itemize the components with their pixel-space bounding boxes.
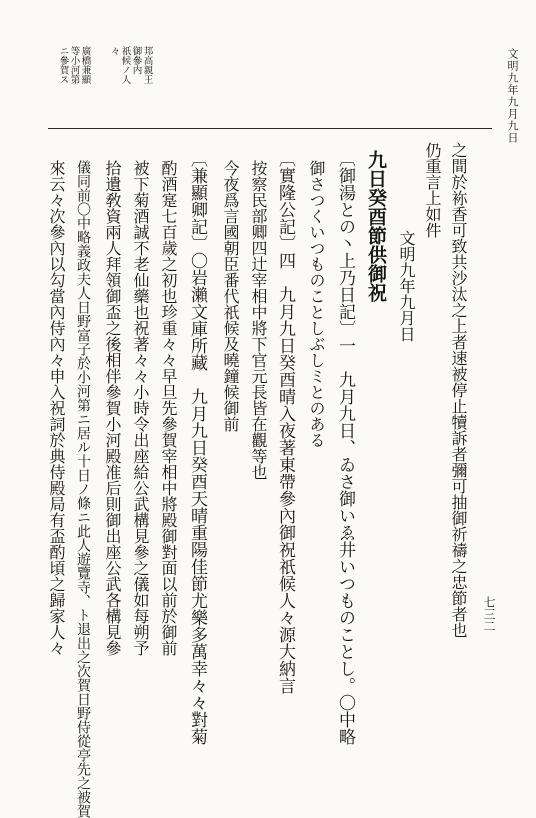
text-column: 之間於袮香可致共沙汰之上者速被停止犢訴者彌可抽御祈禱之忠節者也 bbox=[449, 142, 468, 638]
text-column: 仍重言上如件 bbox=[423, 142, 442, 238]
source-column: 〔御湯との丶上乃日記〕一 九月九日、ゐさ御いゑ井いつものことし。〇中略 bbox=[335, 150, 355, 745]
source-column: 〔實隆公記〕四 九月九日癸酉晴入夜著東帶參內御祝祇候人々源大納言 bbox=[275, 150, 295, 694]
head-note: ニ參賀ス bbox=[57, 46, 69, 84]
text-column: 來云々次參內以勾當內侍內々申入祝詞於典侍殿局有盃酌頃之歸家人々 bbox=[47, 160, 66, 656]
head-note: 等小河第 bbox=[68, 46, 80, 84]
source-column: 〔兼顯卿記〕〇岩瀨文庫所藏 九月九日癸酉天晴重陽佳節尤樂多萬幸々々對菊 bbox=[187, 150, 207, 745]
text-column: 文明九年九月日 bbox=[397, 230, 416, 342]
text-column: 酌酒寔七百歲之初也珍重々々早旦先參賀宰相中將殿御對面以前於御前 bbox=[159, 160, 178, 656]
text-column: 今夜爲言國朝臣番代祇候及曉鐘候御前 bbox=[221, 160, 240, 432]
entry-heading: 九日癸酉節供御祝 bbox=[365, 150, 387, 302]
running-header: 文明九年九月九日 bbox=[506, 48, 519, 144]
text-column: 儀同前〇中略義政夫人日野富子於小河第ニ居ル十日ノ條ニ此人遊覽寺、ト退出之次賀日野侍從亭先之被賀 bbox=[75, 160, 91, 818]
text-column: 被下菊酒誠不老仙藥也祝著々々小時令出座給公武構見參之儀如每朔予 bbox=[131, 160, 150, 656]
head-note: 御參内 bbox=[130, 46, 142, 75]
text-column: 按察民部卿四辻宰相中將下官元長皆在觀等也 bbox=[249, 160, 268, 480]
head-note: 々 bbox=[108, 46, 120, 56]
top-rule bbox=[48, 128, 492, 129]
page-number: 七三二 bbox=[482, 596, 496, 632]
head-note: 邦高親王 bbox=[141, 46, 153, 84]
head-note: 廣橋兼顯 bbox=[79, 46, 91, 84]
text-column: 御さつくいつものことしぶしミとのある bbox=[307, 160, 326, 448]
head-note: 祇候ノ人 bbox=[119, 46, 131, 84]
text-column: 拾遺敎資兩人拜領御盃之後相伴參賀小河殿准后則御出座公武各構見參 bbox=[103, 160, 122, 656]
